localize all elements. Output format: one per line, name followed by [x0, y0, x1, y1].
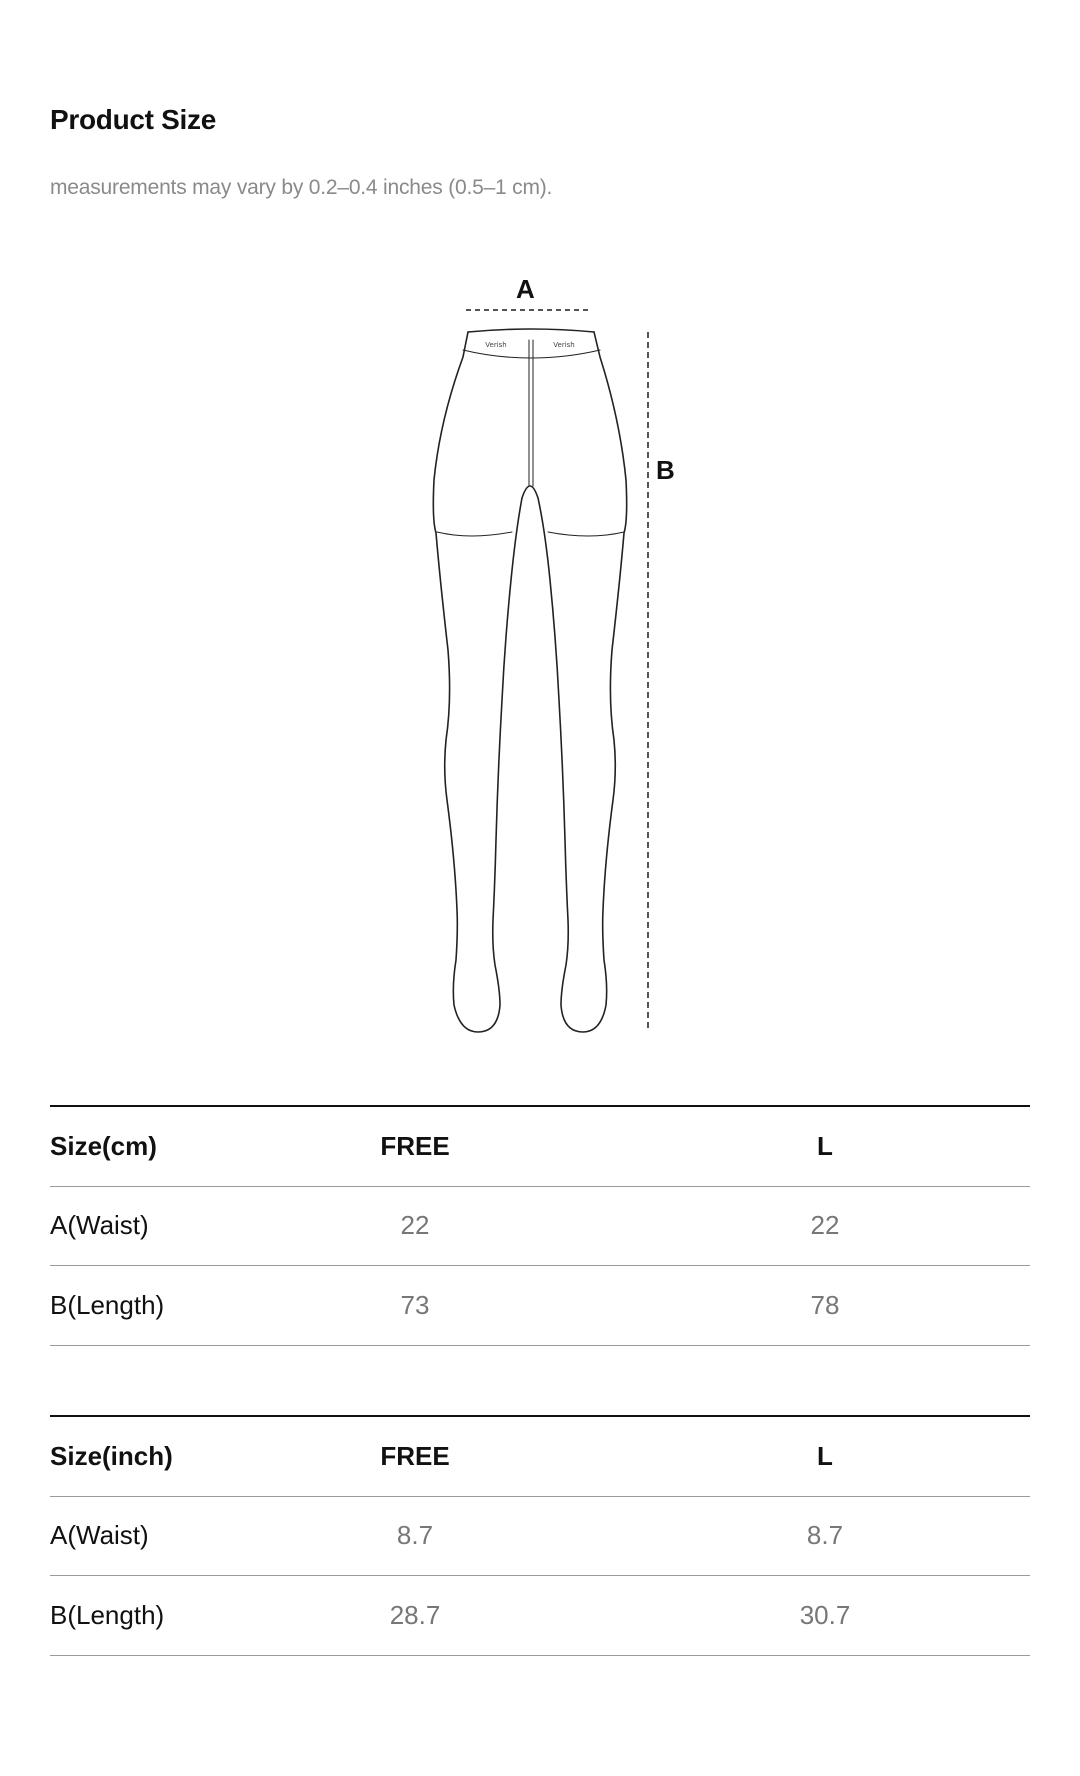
- value-free: 22: [400, 1210, 430, 1240]
- value-l: 8.7: [806, 1520, 844, 1550]
- label-b: B: [656, 455, 675, 485]
- table-row: [50, 1266, 1030, 1346]
- label-a: A: [516, 274, 535, 304]
- table-header-row: [50, 1415, 1030, 1497]
- table-row: [50, 1576, 1030, 1656]
- measurement-note: measurements may vary by 0.2–0.4 inches (0.5–1 cm).: [50, 176, 553, 199]
- header-size-unit: Size(inch): [50, 1441, 173, 1471]
- value-free: 73: [400, 1290, 430, 1320]
- waistband-brand-right: Verish: [553, 341, 575, 349]
- header-size-unit: Size(cm): [50, 1131, 157, 1161]
- row-label: B(Length): [50, 1600, 165, 1630]
- header-free: FREE: [380, 1441, 450, 1471]
- table-header-row: [50, 1105, 1030, 1187]
- waistband-brand-left: Verish: [485, 341, 507, 349]
- table-row: [50, 1186, 1030, 1266]
- header-free: FREE: [380, 1131, 450, 1161]
- table-row: [50, 1496, 1030, 1576]
- header-l: L: [817, 1441, 833, 1471]
- header-l: L: [817, 1131, 833, 1161]
- page-title: Product Size: [50, 104, 216, 135]
- value-l: 30.7: [799, 1600, 851, 1630]
- row-label: A(Waist): [50, 1210, 149, 1240]
- value-free: 8.7: [396, 1520, 434, 1550]
- value-l: 78: [810, 1290, 840, 1320]
- row-label: A(Waist): [50, 1520, 149, 1550]
- row-label: B(Length): [50, 1290, 165, 1320]
- value-free: 28.7: [389, 1600, 441, 1630]
- value-l: 22: [810, 1210, 840, 1240]
